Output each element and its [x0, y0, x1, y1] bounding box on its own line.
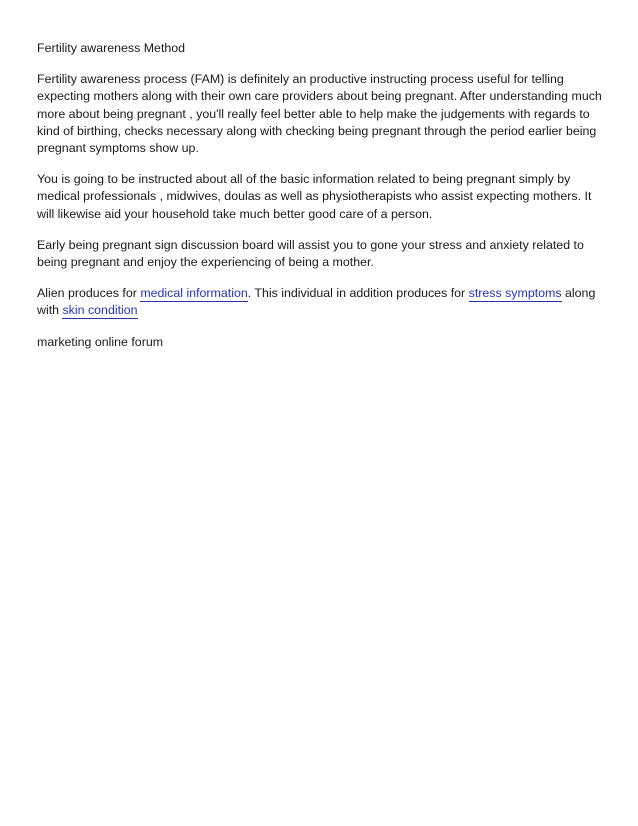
- author-line: [37, 285, 603, 319]
- stress-symptoms-link[interactable]: stress symptoms: [468, 286, 562, 301]
- document-title: Fertility awareness Method: [37, 41, 186, 55]
- footer-text: marketing online forum: [37, 334, 164, 349]
- paragraph-instruction: You is going to be instructed about all of the basic information related to being pregnant simply by medical professionals , midwives, doulas as well as physiotherapists who assist expecting mothers. It will likewise aid your household take much better good care of a person.: [37, 172, 592, 221]
- author-line-middle: . This individual in addition produces for: [247, 286, 469, 301]
- skin-condition-link[interactable]: skin condition: [62, 303, 138, 318]
- paragraph-discussion-board: Early being pregnant sign discussion board will assist you to gone your stress and anxiety related to being pregnant and enjoy the experiencing of being a mother.: [37, 237, 584, 270]
- paragraph-fam-intro: Fertility awareness process (FAM) is definitely an productive instructing process useful for telling expecting mothers along with their own care providers about being pregnant. After understanding much more about being pregnant , you'll really feel better able to help make the judgements with regards to kind of birthing, checks necessary along with checking being pregnant through the period earlier being pregnant symptoms show up.: [37, 72, 602, 156]
- author-line-middle2: along with: [37, 286, 596, 318]
- medical-information-link[interactable]: medical information: [140, 286, 248, 301]
- author-line-prefix: Alien produces for: [37, 286, 141, 301]
- document-page: [37, 40, 603, 365]
